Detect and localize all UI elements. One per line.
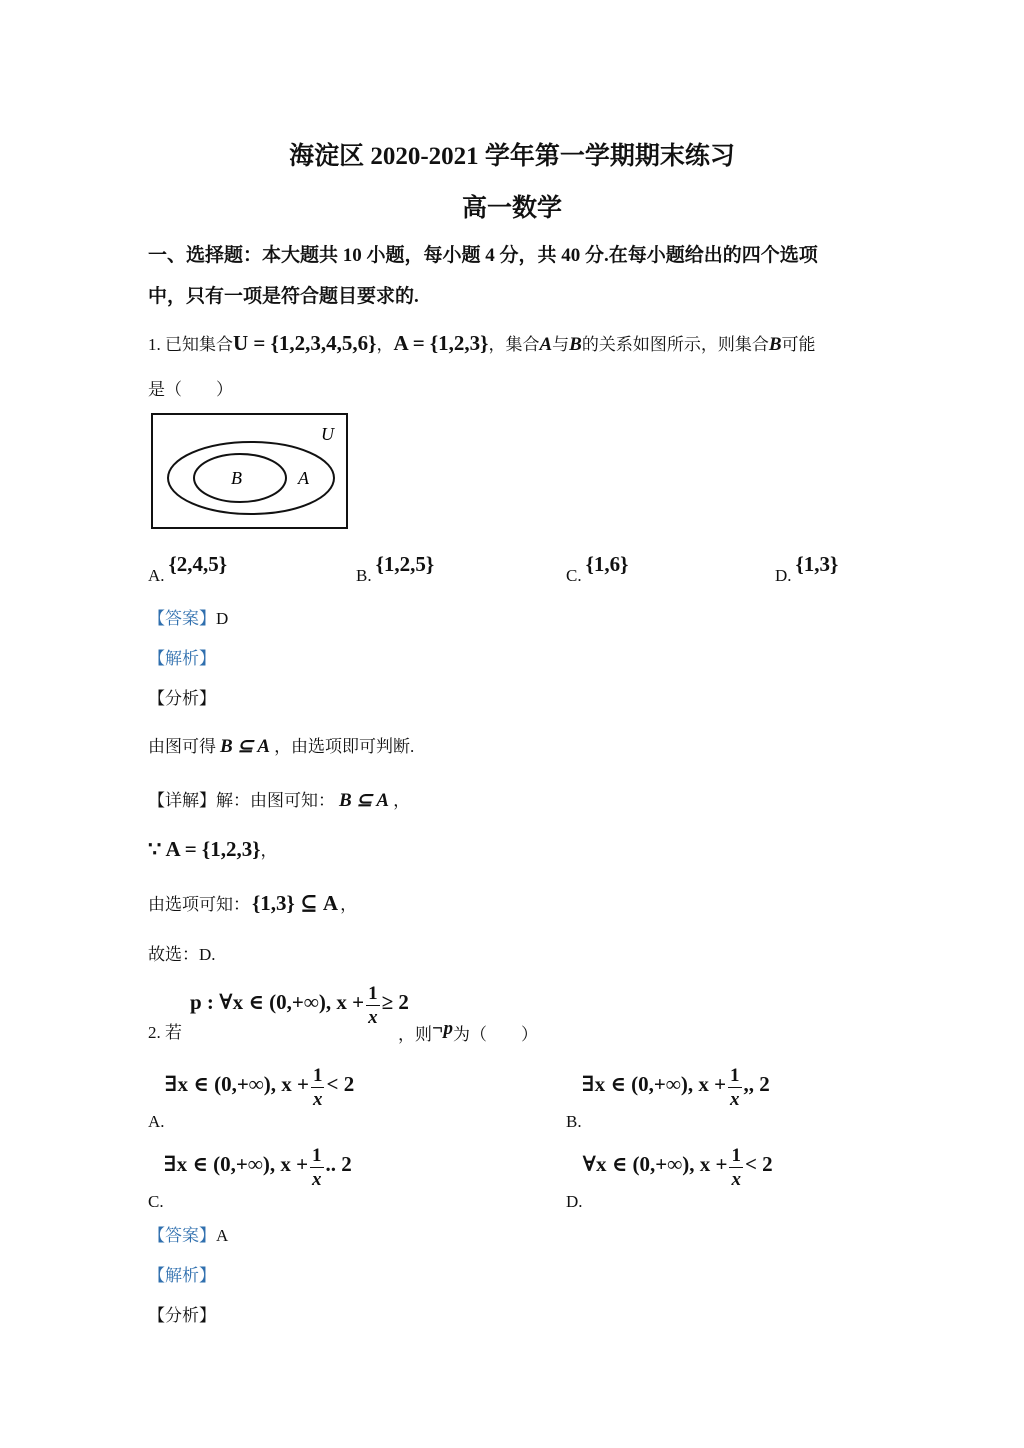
- q1-option-d: [775, 552, 838, 586]
- q1-yu: 与: [552, 335, 570, 354]
- venn-label-u: U: [321, 424, 334, 444]
- q1-jiexi-tag: 【解析】: [148, 649, 216, 668]
- q1-detail: [148, 786, 410, 812]
- frac-denominator: x: [312, 1169, 322, 1190]
- option-letter: A.: [148, 566, 165, 585]
- option-math-post: .. 2: [325, 1152, 352, 1177]
- q1-text-rel: 的关系如图所示，则集合: [581, 335, 769, 354]
- option-value: {1,3}: [795, 552, 839, 576]
- q2-proposition-p: [190, 984, 409, 1027]
- option-letter: B.: [566, 1112, 582, 1132]
- option-value: {2,4,5}: [168, 552, 228, 576]
- q1-conclusion: 故选：D.: [148, 945, 216, 964]
- q2-option-c: [148, 1146, 352, 1212]
- option-letter: D.: [775, 566, 792, 585]
- option-value: {1,6}: [585, 552, 629, 576]
- q1-stem-line2: 是（ ）: [148, 380, 233, 399]
- q1-set-u: U = {1,2,3,4,5,6}: [233, 331, 377, 355]
- q1-because: [148, 836, 277, 862]
- q2-option-a: [148, 1066, 354, 1132]
- option-math-pre: ∃x ∈ (0,+∞), x +: [163, 1152, 309, 1177]
- frac-numerator: 1: [368, 983, 378, 1004]
- option-value: {1,2,5}: [375, 552, 435, 576]
- because-math: ∵ A = {1,2,3}: [148, 837, 261, 861]
- option-math-post: < 2: [744, 1152, 773, 1177]
- q1-b-symbol-2: B: [768, 334, 782, 355]
- q2-answer: [148, 1221, 228, 1246]
- option-letter: B.: [356, 566, 372, 585]
- p-math-post: ≥ 2: [381, 990, 409, 1015]
- page-title: 海淀区 2020-2021 学年第一学期期末练习: [289, 143, 735, 170]
- venn-label-b: B: [231, 468, 242, 488]
- not-p-math: ¬p: [432, 1018, 454, 1039]
- analysis-text-end: ，由选项即可判断.: [274, 737, 415, 756]
- venn-label-a: A: [298, 468, 309, 488]
- frac-numerator: 1: [731, 1145, 741, 1166]
- detail-text: 解：由图可知：: [216, 791, 335, 810]
- option-math-pre: ∃x ∈ (0,+∞), x +: [164, 1072, 309, 1097]
- detail-math: B ⊆ A: [339, 790, 390, 811]
- answer-tag: 【答案】: [148, 609, 216, 628]
- q1-text-mid: ，集合: [488, 335, 540, 354]
- q2-jiexi-tag: 【解析】: [148, 1266, 216, 1285]
- frac-denominator: x: [731, 1169, 741, 1190]
- q2-prefix: 2. 若: [148, 1023, 182, 1042]
- q1-from-options: [148, 890, 357, 916]
- analysis-math: B ⊆ A: [220, 736, 271, 757]
- q1-prefix: 1. 已知集合: [148, 335, 233, 354]
- set-a-ellipse: [168, 442, 334, 514]
- because-text-end: ，: [260, 841, 278, 860]
- q1-set-a: A = {1,2,3}: [393, 331, 489, 355]
- venn-diagram: [151, 413, 348, 529]
- answer-tag: 【答案】: [148, 1226, 216, 1245]
- answer-value: A: [216, 1226, 229, 1245]
- frac-denominator: x: [368, 1007, 378, 1028]
- frac-denominator: x: [312, 1089, 323, 1110]
- q1-a-symbol: A: [539, 334, 553, 355]
- frac-numerator: 1: [312, 1145, 322, 1166]
- q1-comma: ，: [376, 335, 394, 354]
- q1-fenxi-tag: 【分析】: [148, 689, 216, 708]
- section-heading-line2: 中，只有一项是符合题目要求的.: [148, 286, 419, 307]
- option-math-post: ,, 2: [743, 1072, 770, 1097]
- q2-then: [398, 1018, 538, 1045]
- p-math-pre: p : ∀x ∈ (0,+∞), x +: [190, 990, 365, 1015]
- section-heading-line1: 一、选择题：本大题共 10 小题，每小题 4 分，共 40 分.在每小题给出的四个选项: [148, 245, 818, 266]
- option-math-pre: ∀x ∈ (0,+∞), x +: [582, 1152, 728, 1177]
- q1-b-symbol: B: [569, 334, 582, 355]
- option-letter: D.: [566, 1192, 583, 1212]
- page-subtitle: 高一数学: [461, 195, 562, 222]
- option-letter: C.: [566, 566, 582, 585]
- q1-analysis: [148, 732, 414, 758]
- q1-keneng: 可能: [781, 335, 816, 354]
- frac-numerator: 1: [312, 1065, 323, 1086]
- q1-option-a: [148, 552, 227, 586]
- q2-option-b: [566, 1066, 770, 1132]
- option-letter: A.: [148, 1112, 165, 1132]
- detail-tag: 【详解】: [148, 791, 216, 810]
- from-text: 由选项可知：: [148, 895, 250, 914]
- q1-option-b: [356, 552, 434, 586]
- detail-text-end: ，: [393, 791, 411, 810]
- answer-value: D: [216, 609, 229, 628]
- then-text: ，则: [398, 1025, 432, 1044]
- q1-stem-line1: [148, 330, 816, 356]
- q1-answer: [148, 604, 228, 629]
- frac-denominator: x: [730, 1089, 740, 1110]
- from-text-end: ，: [340, 895, 358, 914]
- q1-option-c: [566, 552, 628, 586]
- q2-option-d: [566, 1146, 773, 1212]
- from-math: {1,3} ⊆ A: [252, 891, 339, 915]
- analysis-text: 由图可得: [148, 737, 216, 756]
- option-math-post: < 2: [326, 1072, 355, 1097]
- option-letter: C.: [148, 1192, 164, 1212]
- wei-text: 为（ ）: [453, 1025, 539, 1044]
- universal-set-box: [152, 414, 347, 528]
- q2-fenxi-tag: 【分析】: [148, 1306, 216, 1325]
- frac-numerator: 1: [730, 1065, 740, 1086]
- option-math-pre: ∃x ∈ (0,+∞), x +: [581, 1072, 727, 1097]
